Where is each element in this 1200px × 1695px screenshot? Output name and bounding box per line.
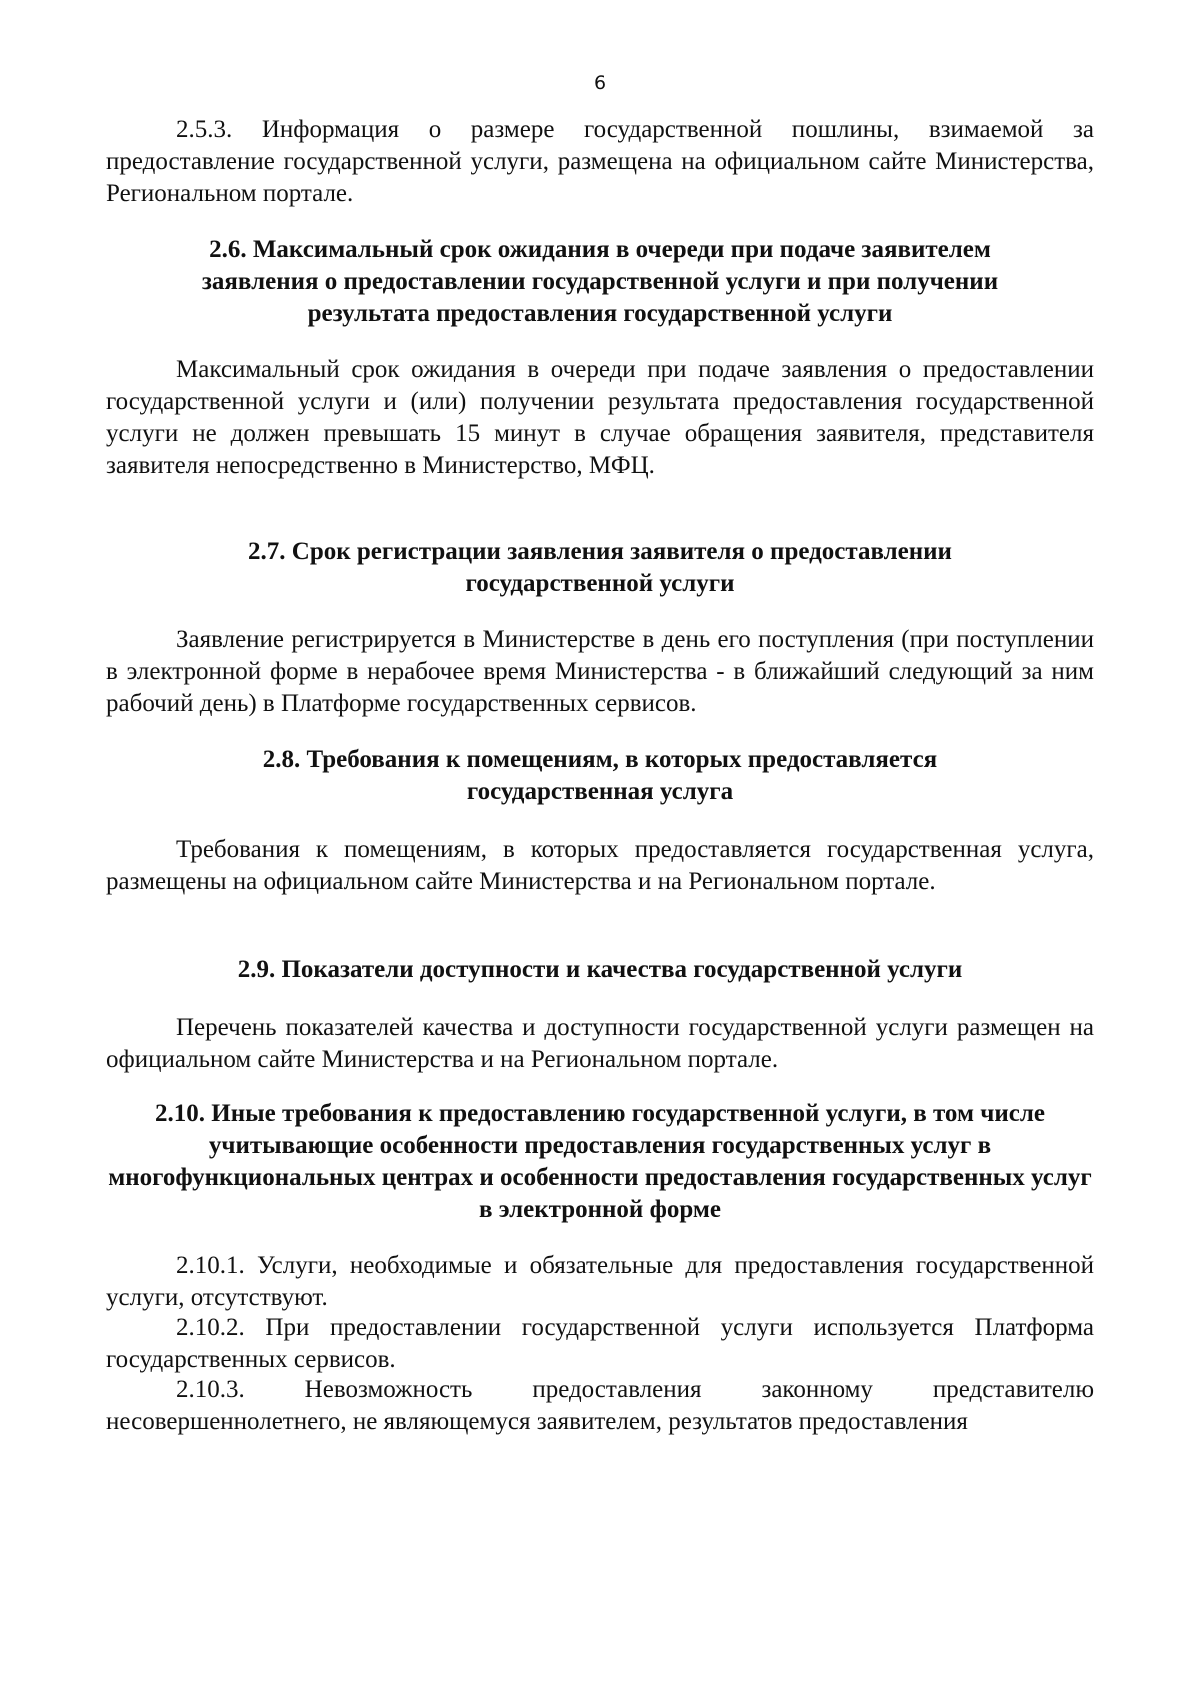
- paragraph-text: 2.10.1. Услуги, необходимые и обязательные для предоставления государственной услуги, отсутствуют.: [106, 1252, 1094, 1311]
- paragraph-text: 2.5.3. Информация о размере государственной пошлины, взимаемой за предоставление государственной услуги, размещена на официальном сайте Министерства, Региональном портале.: [106, 116, 1094, 207]
- section-heading: 2.6. Максимальный срок ожидания в очереди при подаче заявителем заявления о предоставлении государственной услуги и при получении результата предоставления государственной услуги: [201, 236, 999, 327]
- paragraph-text: 2.10.2. При предоставлении государственной услуги используется Платформа государственных сервисов.: [106, 1314, 1094, 1373]
- heading-2-6: [150, 234, 1050, 330]
- heading-2-7: [210, 536, 990, 600]
- paragraph-text: 2.10.3. Невозможность предоставления законному представителю несовершеннолетнего, не являющемуся заявителем, результатов предоставления: [106, 1376, 1094, 1435]
- paragraph-2-10-1: [106, 1250, 1094, 1314]
- heading-2-8: [220, 744, 980, 808]
- paragraph-text: Перечень показателей качества и доступности государственной услуги размещен на официальном сайте Министерства и на Региональном портале.: [106, 1014, 1094, 1073]
- section-heading: 2.8. Требования к помещениям, в которых предоставляется государственная услуга: [262, 746, 938, 805]
- paragraph-2-7: [106, 624, 1094, 720]
- paragraph-text: Заявление регистрируется в Министерстве в день его поступления (при поступлении в электронной форме в нерабочее время Министерства - в ближайший следующий за ним рабочий день) в Платформе государственных сервисов.: [106, 626, 1094, 717]
- paragraph-2-10-2: [106, 1312, 1094, 1376]
- heading-2-9: [150, 954, 1050, 986]
- heading-2-10: [106, 1098, 1094, 1226]
- paragraph-text: Максимальный срок ожидания в очереди при подаче заявления о предоставлении государственной услуги и (или) получении результата предоставления государственной услуги не должен превышать 15 минут в случае обращения заявителя, представителя заявителя непосредственно в Министерство, МФЦ.: [106, 356, 1094, 479]
- paragraph-2-6: [106, 354, 1094, 482]
- page-number: 6: [593, 72, 607, 94]
- paragraph-2-10-3: [106, 1374, 1094, 1438]
- paragraph-text: Требования к помещениям, в которых предоставляется государственная услуга, размещены на официальном сайте Министерства и на Региональном портале.: [106, 836, 1094, 895]
- paragraph-2-8: [106, 834, 1094, 898]
- paragraph-2-9: [106, 1012, 1094, 1076]
- paragraph-2-5-3: [106, 114, 1094, 210]
- section-heading: 2.9. Показатели доступности и качества государственной услуги: [237, 956, 963, 983]
- section-heading: 2.10. Иные требования к предоставлению государственной услуги, в том числе учитывающие особенности предоставления государственных услуг в многофункциональных центрах и особенности предоставления государственных услуг в электронной форме: [108, 1100, 1092, 1223]
- section-heading: 2.7. Срок регистрации заявления заявителя о предоставлении государственной услуги: [248, 538, 952, 597]
